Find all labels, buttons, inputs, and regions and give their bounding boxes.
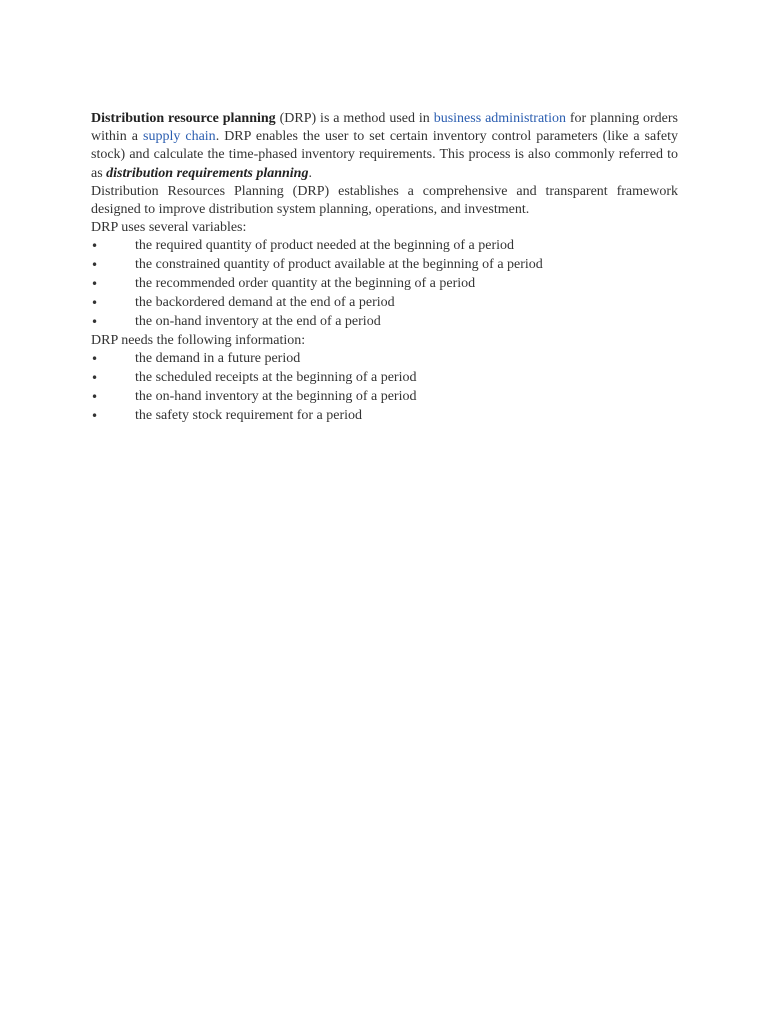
information-heading: DRP needs the following information: bbox=[91, 332, 306, 348]
framework-paragraph: Distribution Resources Planning (DRP) establishes a comprehensive and transparent framework designed to improve distribution system planning, operations, and investment. bbox=[91, 183, 678, 218]
list-item-text: the safety stock requirement for a period bbox=[135, 407, 363, 423]
list-item bbox=[91, 350, 678, 369]
bullet-icon: • bbox=[91, 315, 99, 330]
list-item bbox=[91, 275, 678, 294]
list-item-text: the on-hand inventory at the beginning of a period bbox=[135, 388, 417, 404]
list-item-text: the on-hand inventory at the end of a period bbox=[135, 314, 381, 330]
intro-text-2: for planning orders within a bbox=[91, 111, 679, 145]
intro-text-1: (DRP) is a method used in bbox=[275, 111, 434, 126]
drp-term: Distribution resource planning bbox=[91, 111, 276, 126]
list-item bbox=[91, 237, 678, 256]
intro-text-4: . bbox=[308, 165, 312, 181]
intro-paragraph bbox=[91, 110, 678, 183]
list-item bbox=[91, 294, 678, 313]
list-item bbox=[91, 256, 678, 275]
list-item bbox=[91, 407, 678, 426]
bullet-icon: • bbox=[91, 389, 99, 404]
list-item-text: the backordered demand at the end of a period bbox=[135, 295, 395, 311]
alt-term: distribution requirements planning bbox=[106, 165, 309, 181]
bullet-icon: • bbox=[91, 371, 99, 386]
supply-chain-link[interactable]: supply chain bbox=[143, 129, 216, 145]
information-list bbox=[91, 350, 678, 426]
list-item-text: the scheduled receipts at the beginning of a period bbox=[135, 370, 417, 386]
variables-list bbox=[91, 237, 678, 332]
variables-heading: DRP uses several variables: bbox=[91, 220, 247, 236]
list-item-text: the constrained quantity of product available at the beginning of a period bbox=[135, 257, 543, 273]
list-item-text: the required quantity of product needed at the beginning of a period bbox=[135, 238, 515, 254]
list-item bbox=[91, 388, 678, 407]
document-page bbox=[91, 110, 678, 426]
bullet-icon: • bbox=[91, 239, 99, 254]
bullet-icon: • bbox=[91, 296, 99, 311]
bullet-icon: • bbox=[91, 408, 99, 423]
bullet-icon: • bbox=[91, 258, 99, 273]
bullet-icon: • bbox=[91, 352, 99, 367]
intro-text-3: . DRP enables the user to set certain inventory control parameters (like a safety stock) and calculate the time-phased inventory requirements. This process is also commonly referred to as bbox=[91, 129, 678, 181]
list-item bbox=[91, 369, 678, 388]
list-item bbox=[91, 313, 678, 332]
list-item-text: the demand in a future period bbox=[135, 351, 301, 367]
bullet-icon: • bbox=[91, 277, 99, 292]
business-administration-link[interactable]: business administration bbox=[433, 111, 566, 126]
list-item-text: the recommended order quantity at the beginning of a period bbox=[135, 276, 476, 292]
